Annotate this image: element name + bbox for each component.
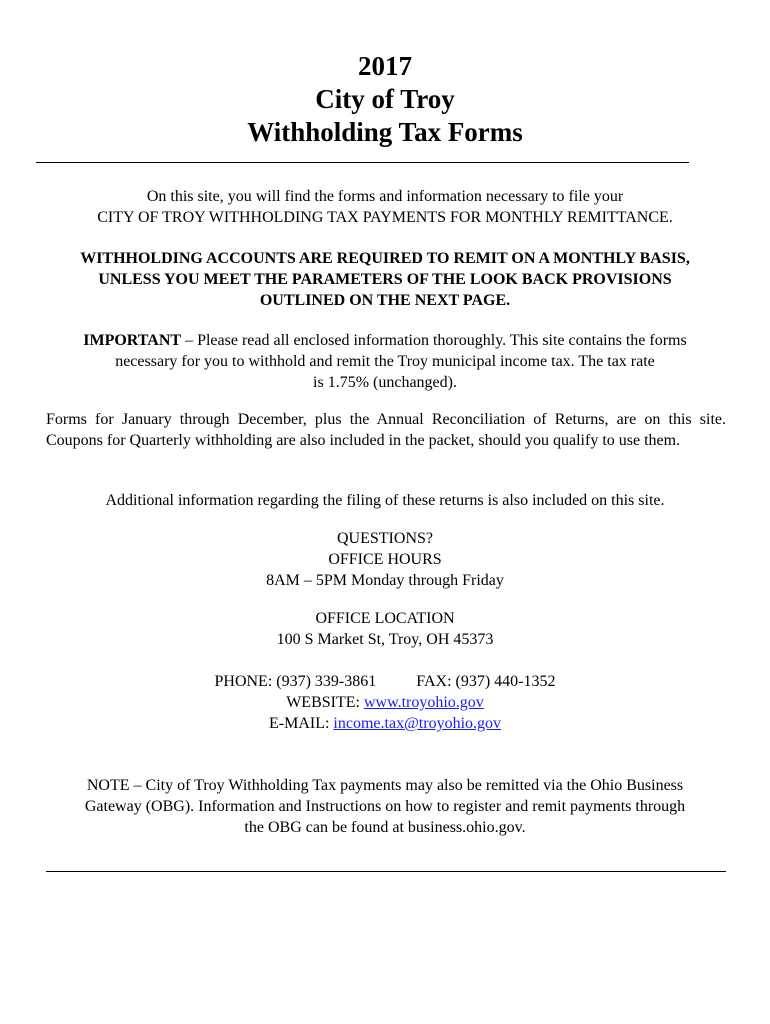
title-divider	[36, 162, 689, 163]
phone-number: PHONE: (937) 339-3861	[214, 673, 377, 690]
office-location	[40, 608, 730, 650]
intro-paragraph	[40, 186, 730, 228]
obg-note	[40, 775, 730, 838]
phone-fax-line	[40, 671, 730, 692]
fax-number: FAX: (937) 440-1352	[416, 673, 556, 690]
important-label: IMPORTANT	[83, 332, 182, 349]
monthly-remit-warning	[40, 248, 730, 311]
contact-hours	[40, 528, 730, 591]
questions-label: QUESTIONS?	[337, 530, 433, 547]
bottom-divider	[46, 871, 726, 872]
title-block	[0, 50, 770, 149]
office-address: 100 S Market St, Troy, OH 45373	[276, 631, 494, 648]
additional-info: Additional information regarding the filing of these returns is also included on this site.	[105, 492, 665, 509]
important-line-1	[44, 330, 726, 351]
office-hours-label: OFFICE HOURS	[328, 551, 442, 568]
contact-details	[40, 671, 730, 734]
important-line-3: is 1.75% (unchanged).	[313, 374, 457, 391]
email-line	[40, 713, 730, 734]
title-year: 2017	[358, 51, 412, 81]
note-line-3: the OBG can be found at business.ohio.gov.	[244, 819, 526, 836]
important-line-2: necessary for you to withhold and remit the Troy municipal income tax. The tax rate	[115, 353, 655, 370]
website-label: WEBSITE:	[286, 694, 364, 711]
office-location-label: OFFICE LOCATION	[315, 610, 455, 627]
title-city: City of Troy	[315, 84, 455, 114]
warning-line-1: WITHHOLDING ACCOUNTS ARE REQUIRED TO REMIT ON A MONTHLY BASIS,	[80, 250, 690, 267]
forms-paragraph: Forms for January through December, plus the Annual Reconciliation of Returns, are on this site. Coupons for Quarterly withholding are also included in the packet, should you qualify to use them.	[46, 411, 726, 449]
note-line-1: NOTE – City of Troy Withholding Tax payments may also be remitted via the Ohio Business	[86, 777, 684, 794]
important-text-1: – Please read all enclosed information thoroughly. This site contains the forms	[181, 332, 687, 349]
intro-line-1: On this site, you will find the forms and information necessary to file your	[146, 188, 624, 205]
email-label: E-MAIL:	[268, 715, 334, 732]
website-line	[40, 692, 730, 713]
important-paragraph	[44, 330, 726, 393]
warning-line-2: UNLESS YOU MEET THE PARAMETERS OF THE LOOK BACK PROVISIONS	[98, 271, 672, 288]
note-line-2: Gateway (OBG). Information and Instructions on how to register and remit payments through	[84, 798, 686, 815]
website-link[interactable]: www.troyohio.gov	[363, 694, 484, 711]
intro-line-2: CITY OF TROY WITHHOLDING TAX PAYMENTS FOR MONTHLY REMITTANCE.	[97, 209, 673, 226]
office-hours: 8AM – 5PM Monday through Friday	[266, 572, 504, 589]
email-link[interactable]: income.tax@troyohio.gov	[333, 715, 502, 732]
warning-line-3: OUTLINED ON THE NEXT PAGE.	[259, 292, 511, 309]
title-main: Withholding Tax Forms	[247, 117, 523, 147]
